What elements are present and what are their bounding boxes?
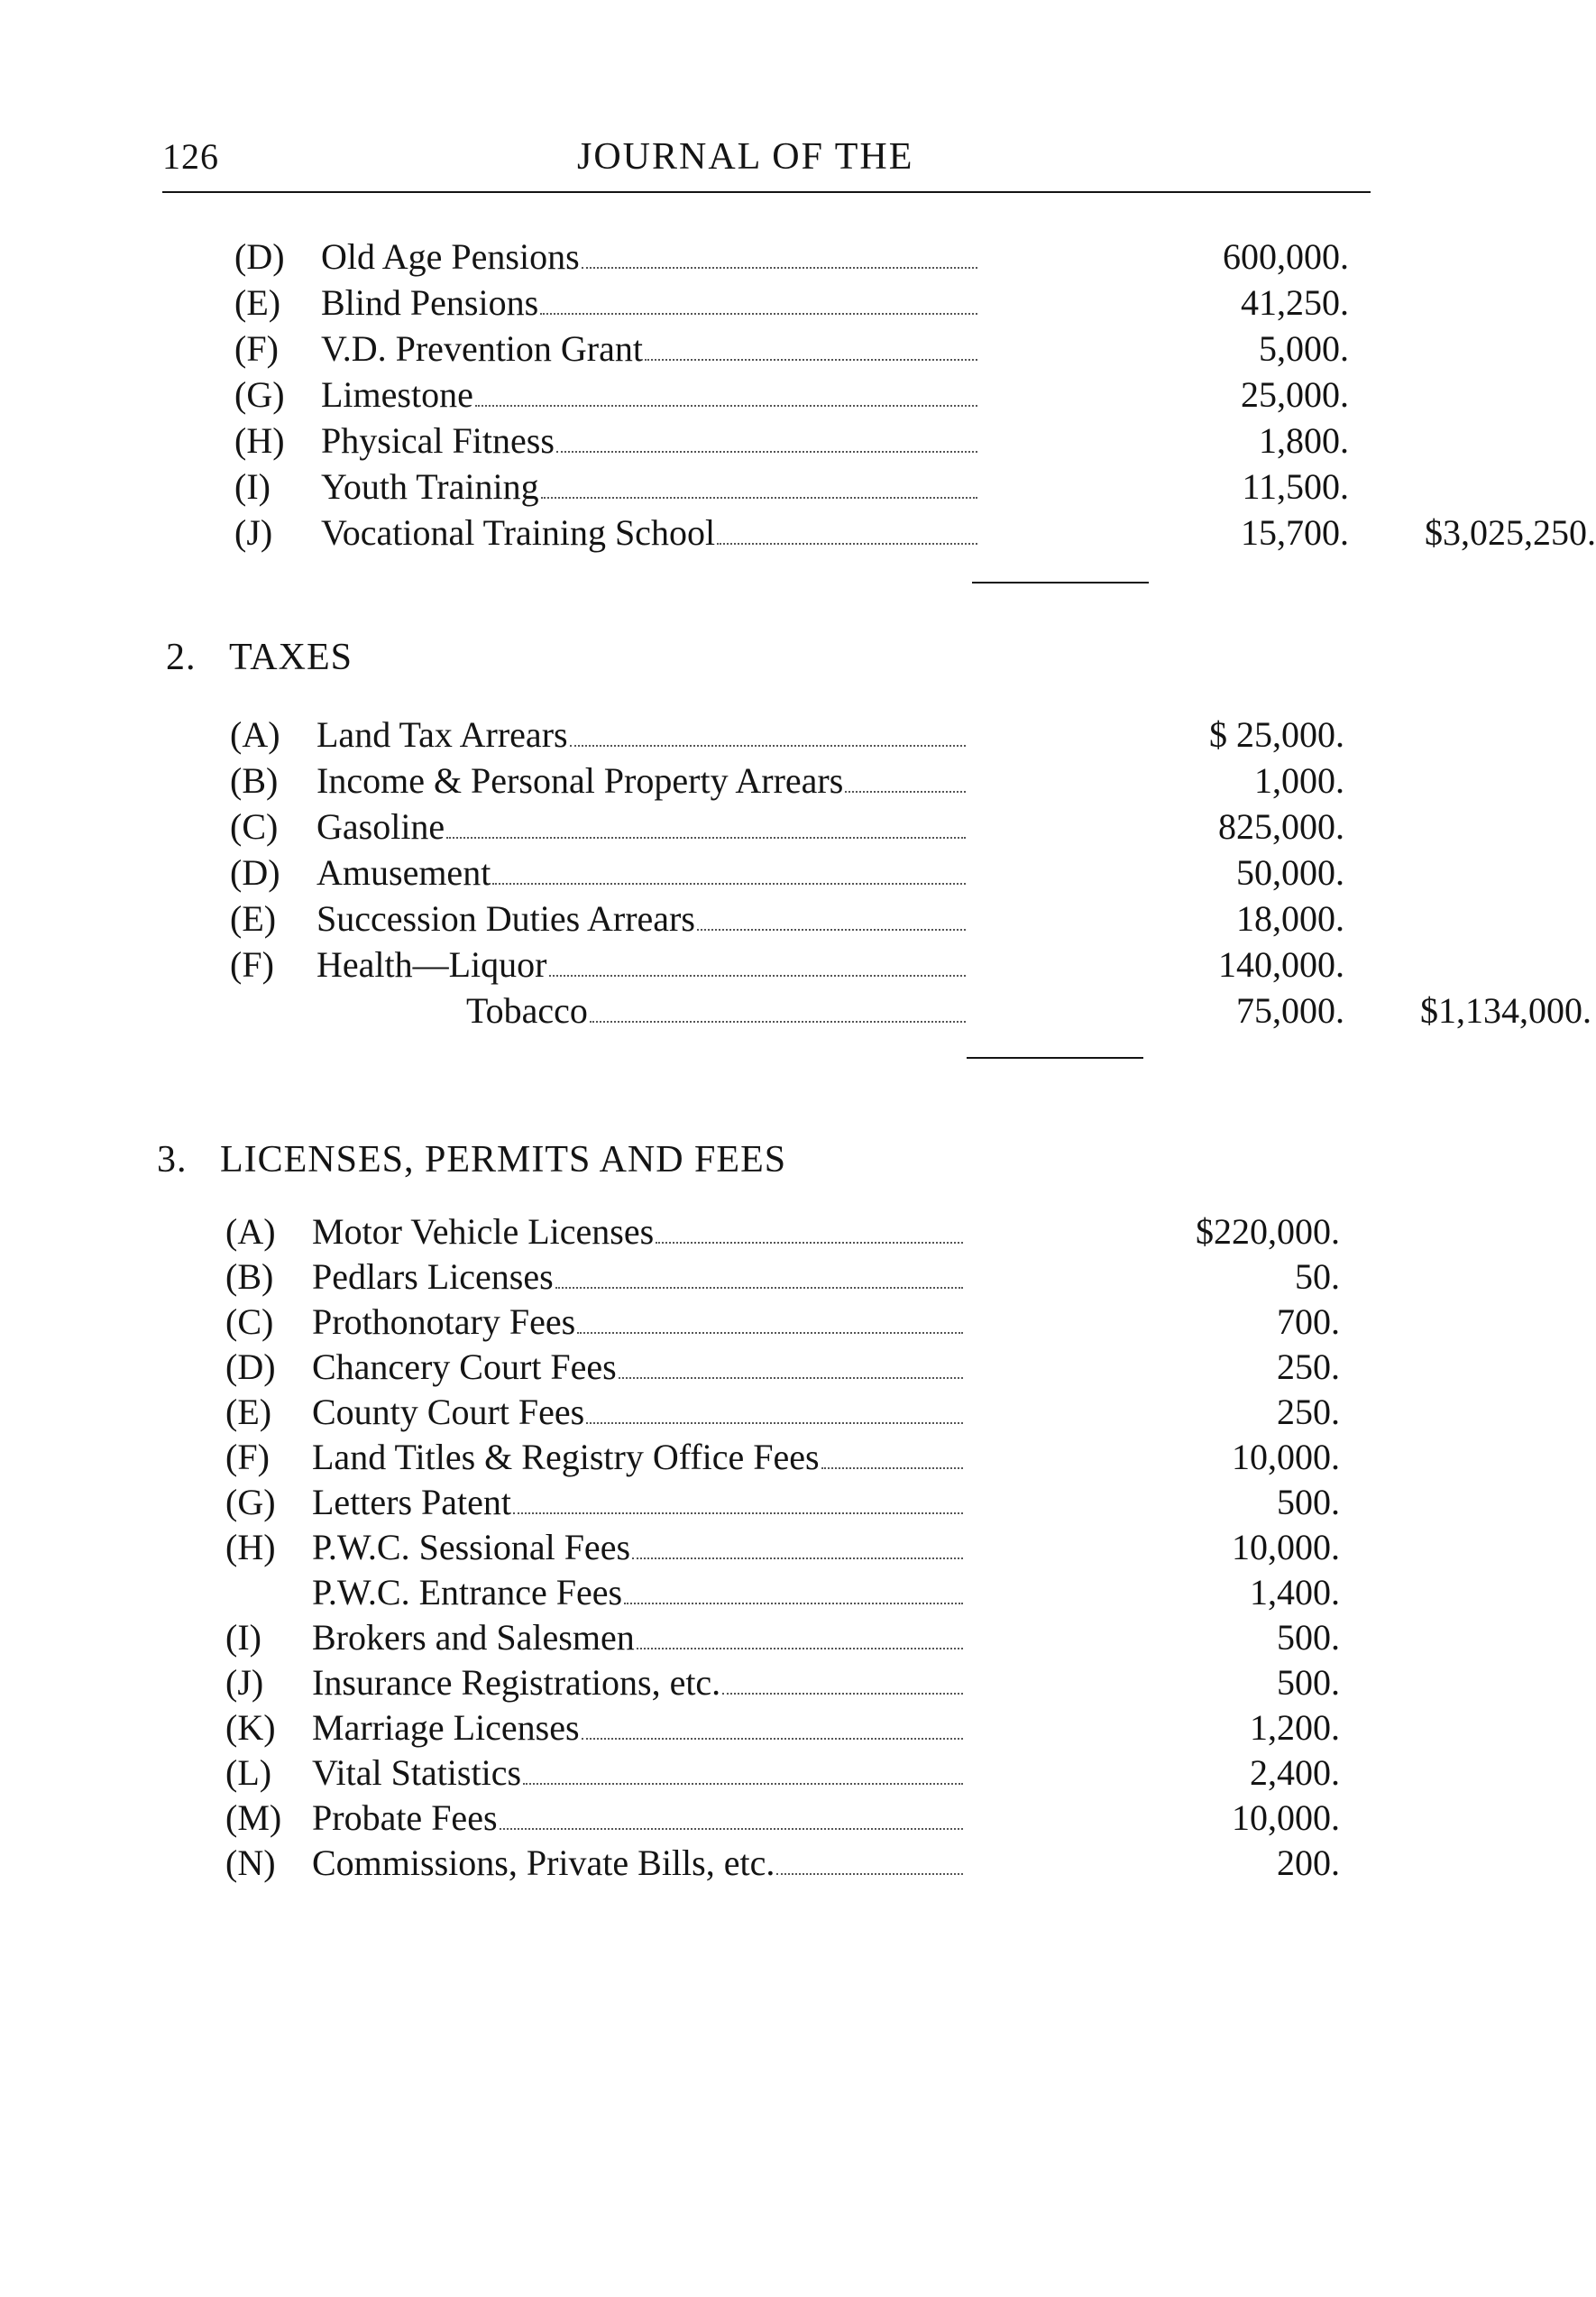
item-description: [321, 372, 977, 418]
item-amount: 500.: [1277, 1482, 1340, 1522]
item-amount: 140,000.: [1218, 944, 1344, 985]
item-amount: 250.: [1277, 1392, 1340, 1432]
item-label: Insurance Registrations, etc.: [312, 1662, 721, 1703]
item-letter: (H): [234, 420, 285, 461]
item-amount: 50.: [1295, 1256, 1340, 1297]
list-item: [230, 804, 1393, 850]
item-amount: $ 25,000.: [1209, 714, 1344, 755]
dot-leader: [821, 1467, 963, 1469]
item-description: [312, 1480, 963, 1525]
item-description: [312, 1796, 963, 1841]
item-label: Blind Pensions: [321, 282, 539, 323]
item-label: Gasoline: [316, 806, 445, 847]
dot-leader: [475, 405, 977, 407]
item-amount: 1,800.: [1259, 420, 1349, 461]
item-amount: 41,250.: [1241, 282, 1349, 323]
dot-leader: [556, 451, 977, 453]
item-label: P.W.C. Entrance Fees: [312, 1572, 623, 1612]
item-letter: (D): [225, 1346, 276, 1387]
item-description: [316, 804, 966, 850]
dot-leader: [624, 1603, 963, 1604]
item-label: Pedlars Licenses: [312, 1256, 554, 1297]
item-label: Letters Patent: [312, 1482, 512, 1522]
dot-leader: [697, 929, 966, 931]
dot-leader: [776, 1873, 963, 1875]
item-letter: (F): [230, 944, 274, 985]
item-label: Motor Vehicle Licenses: [312, 1211, 655, 1252]
item-letter: (H): [225, 1527, 276, 1567]
item-label: Limestone: [321, 374, 473, 415]
header-rule: [162, 191, 1371, 193]
item-description: [312, 1254, 963, 1300]
item-letter: (D): [234, 236, 285, 277]
item-amount: $220,000.: [1196, 1211, 1340, 1252]
item-letter: (E): [225, 1392, 272, 1432]
list-item: [234, 280, 1398, 326]
item-letter: (G): [234, 374, 285, 415]
item-description: [312, 1390, 963, 1435]
section-number: 3.: [157, 1139, 188, 1181]
dot-leader: [570, 745, 966, 747]
item-description: [312, 1841, 963, 1886]
item-label: Vocational Training School: [321, 512, 716, 553]
item-description: [312, 1570, 963, 1615]
page-number: 126: [162, 136, 219, 177]
section-heading-licenses: [157, 1138, 786, 1181]
dot-leader: [513, 1512, 963, 1514]
list-item: [225, 1390, 1340, 1435]
item-description: [316, 712, 966, 758]
dot-leader: [656, 1242, 963, 1244]
dot-leader: [645, 359, 977, 361]
item-amount: 250.: [1277, 1346, 1340, 1387]
list-item: [225, 1300, 1340, 1345]
list-item: [230, 988, 1591, 1034]
item-label: Land Tax Arrears: [316, 714, 568, 755]
item-label: Tobacco: [466, 990, 588, 1031]
item-letter: (A): [230, 714, 280, 755]
dot-leader: [492, 883, 966, 885]
subtotal-rule: [972, 582, 1149, 583]
list-item: [234, 510, 1596, 556]
list-item: [225, 1525, 1340, 1570]
item-label: V.D. Prevention Grant: [321, 328, 643, 369]
item-label: Physical Fitness: [321, 420, 555, 461]
item-label: Succession Duties Arrears: [316, 898, 695, 939]
list-item: [234, 326, 1398, 372]
item-amount: 500.: [1277, 1617, 1340, 1658]
item-label: Land Titles & Registry Office Fees: [312, 1437, 820, 1477]
item-amount: 200.: [1277, 1842, 1340, 1883]
item-label: P.W.C. Sessional Fees: [312, 1527, 631, 1567]
list-item: [225, 1615, 1340, 1660]
item-amount: 500.: [1277, 1662, 1340, 1703]
item-description: [316, 942, 966, 988]
dot-leader: [590, 1021, 966, 1023]
item-letter: (E): [234, 282, 281, 323]
item-amount: 25,000.: [1241, 374, 1349, 415]
item-description: [312, 1750, 963, 1796]
item-amount: 15,700.: [1241, 512, 1349, 553]
dot-leader: [540, 313, 977, 315]
item-description: [312, 1435, 963, 1480]
item-label: Health—Liquor: [316, 944, 547, 985]
list-item: [234, 372, 1398, 418]
item-amount: 1,200.: [1250, 1707, 1340, 1748]
list-item: [230, 850, 1393, 896]
item-label: Old Age Pensions: [321, 236, 580, 277]
page-header: [162, 135, 1371, 189]
item-letter: (I): [234, 466, 271, 507]
item-amount: 11,500.: [1242, 466, 1349, 507]
item-description: [321, 280, 977, 326]
list-item: [225, 1435, 1340, 1480]
item-amount: 700.: [1277, 1301, 1340, 1342]
item-letter: (D): [230, 852, 280, 893]
subtotal-rule: [967, 1057, 1143, 1059]
item-amount: 10,000.: [1232, 1527, 1340, 1567]
section-heading-taxes: [166, 636, 353, 679]
item-amount: 1,000.: [1254, 760, 1344, 801]
dot-leader: [619, 1377, 963, 1379]
dot-leader: [582, 1738, 963, 1740]
item-letter: (G): [225, 1482, 276, 1522]
item-letter: (L): [225, 1752, 272, 1793]
item-amount: 825,000.: [1218, 806, 1344, 847]
item-amount: 2,400.: [1250, 1752, 1340, 1793]
item-label: Probate Fees: [312, 1797, 498, 1838]
item-letter: (F): [234, 328, 279, 369]
item-description: [312, 1615, 963, 1660]
item-letter: (A): [225, 1211, 276, 1252]
list-item: [225, 1209, 1340, 1254]
item-label: Vital Statistics: [312, 1752, 522, 1793]
list-item: [225, 1796, 1340, 1841]
dot-leader: [722, 1693, 963, 1695]
dot-leader: [446, 837, 966, 839]
list-item: [225, 1660, 1340, 1705]
dot-leader: [717, 543, 977, 545]
item-total: $1,134,000.: [1420, 990, 1591, 1031]
item-label: Chancery Court Fees: [312, 1346, 617, 1387]
item-letter: (C): [230, 806, 279, 847]
list-item: [230, 942, 1393, 988]
item-description: [312, 1705, 963, 1750]
dot-leader: [500, 1828, 963, 1830]
list-item: [225, 1254, 1340, 1300]
list-item: [234, 234, 1398, 280]
item-amount: 10,000.: [1232, 1797, 1340, 1838]
dot-leader: [577, 1332, 963, 1334]
item-letter: (F): [225, 1437, 270, 1477]
item-letter: (N): [225, 1842, 276, 1883]
item-letter: (K): [225, 1707, 276, 1748]
item-letter: (B): [230, 760, 279, 801]
item-letter: (J): [225, 1662, 264, 1703]
item-label: Marriage Licenses: [312, 1707, 580, 1748]
item-amount: 75,000.: [1236, 990, 1344, 1031]
dot-leader: [523, 1783, 963, 1785]
item-description: [321, 234, 977, 280]
item-description: [321, 326, 977, 372]
item-letter: (B): [225, 1256, 274, 1297]
list-item: [225, 1570, 1340, 1615]
item-letter: (E): [230, 898, 277, 939]
item-description: [312, 1345, 963, 1390]
item-total: $3,025,250.: [1425, 512, 1596, 553]
item-description: [312, 1525, 963, 1570]
item-description: [466, 988, 966, 1034]
item-label: Youth Training: [321, 466, 539, 507]
list-item: [225, 1841, 1340, 1886]
section-title: TAXES: [229, 637, 353, 678]
item-amount: 600,000.: [1223, 236, 1349, 277]
item-label: Commissions, Private Bills, etc.: [312, 1842, 775, 1883]
item-description: [321, 418, 977, 464]
section-title: LICENSES, PERMITS AND FEES: [220, 1139, 787, 1181]
item-label: County Court Fees: [312, 1392, 585, 1432]
list-item: [225, 1345, 1340, 1390]
item-label: Prothonotary Fees: [312, 1301, 576, 1342]
item-amount: 5,000.: [1259, 328, 1349, 369]
list-item: [225, 1705, 1340, 1750]
item-description: [312, 1300, 963, 1345]
list-item: [234, 418, 1398, 464]
dot-leader: [549, 975, 967, 977]
list-item: [225, 1480, 1340, 1525]
item-description: [312, 1660, 963, 1705]
item-description: [316, 758, 966, 804]
item-amount: 50,000.: [1236, 852, 1344, 893]
item-description: [316, 850, 966, 896]
item-description: [321, 510, 977, 556]
item-label: Income & Personal Property Arrears: [316, 760, 844, 801]
dot-leader: [586, 1422, 963, 1424]
list-item: [230, 896, 1393, 942]
dot-leader: [637, 1648, 963, 1649]
item-label: Amusement: [316, 852, 491, 893]
dot-leader: [632, 1557, 963, 1559]
item-description: [316, 896, 966, 942]
item-description: [312, 1209, 963, 1254]
section-number: 2.: [166, 637, 197, 678]
dot-leader: [541, 497, 977, 499]
item-description: [321, 464, 977, 510]
item-amount: 10,000.: [1232, 1437, 1340, 1477]
dot-leader: [582, 267, 977, 269]
dot-leader: [555, 1287, 963, 1289]
item-letter: (C): [225, 1301, 274, 1342]
list-item: [225, 1750, 1340, 1796]
item-letter: (M): [225, 1797, 282, 1838]
list-item: [234, 464, 1398, 510]
item-letter: (J): [234, 512, 273, 553]
list-item: [230, 712, 1393, 758]
running-head: JOURNAL OF THE: [577, 136, 914, 178]
item-amount: 1,400.: [1250, 1572, 1340, 1612]
dot-leader: [845, 791, 966, 793]
list-item: [230, 758, 1393, 804]
item-letter: (I): [225, 1617, 261, 1658]
item-label: Brokers and Salesmen: [312, 1617, 635, 1658]
item-amount: 18,000.: [1236, 898, 1344, 939]
